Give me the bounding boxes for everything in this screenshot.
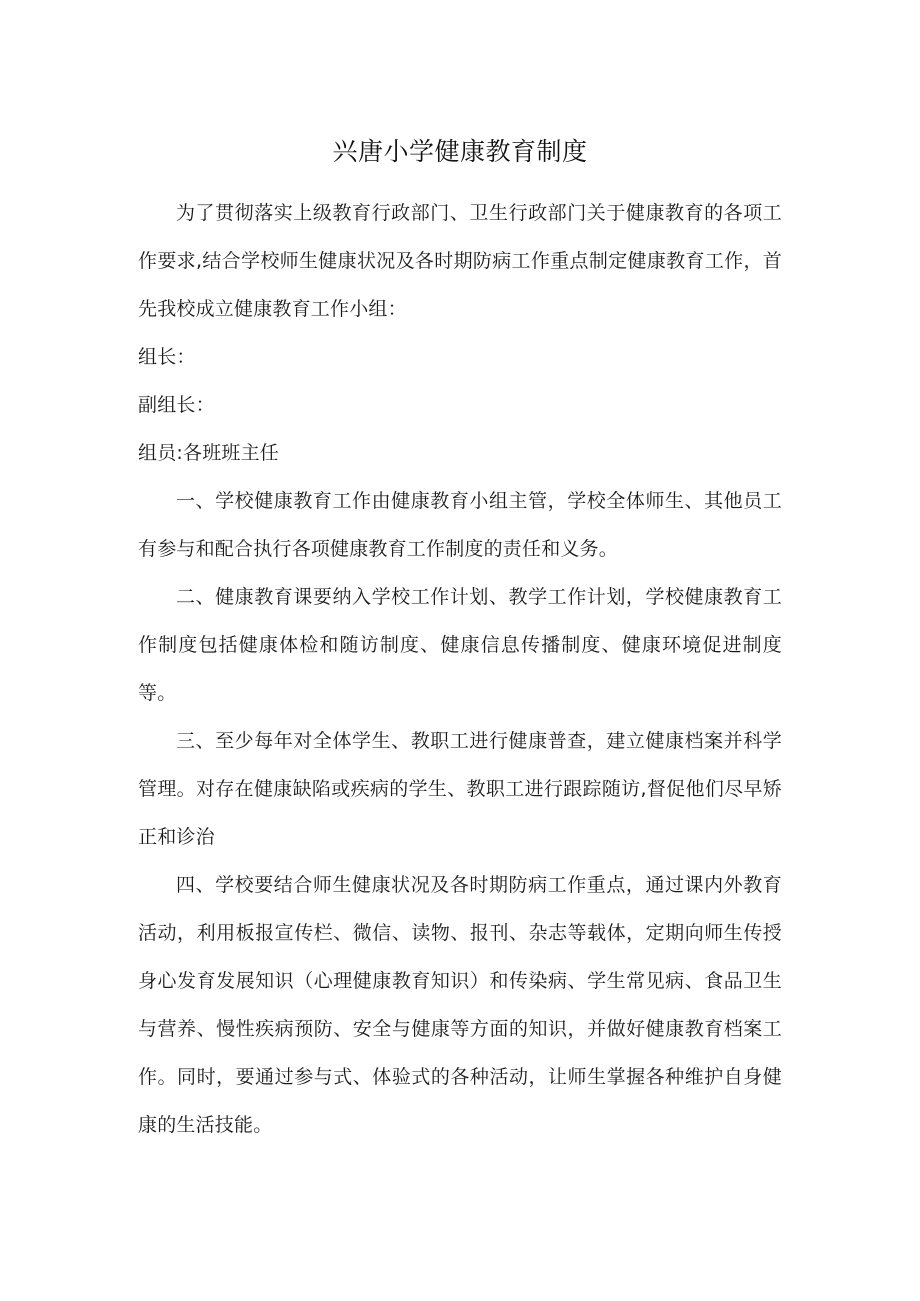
paragraph-item-1: 一、学校健康教育工作由健康教育小组主管，学校全体师生、其他员工有参与和配合执行各项健康教育工作制度的责任和义务。 [138, 490, 782, 560]
paragraph-leader: 组长： [138, 346, 196, 368]
paragraph-item-2: 二、健康教育课要纳入学校工作计划、教学工作计划，学校健康教育工作制度包括健康体检和随访制度、健康信息传播制度、健康环境促进制度等。 [138, 586, 782, 704]
document-title: 兴唐小学健康教育制度 [332, 137, 588, 166]
paragraph-item-3: 三、至少每年对全体学生、教职工进行健康普查，建立健康档案并科学管理。对存在健康缺陷或疾病的学生、教职工进行跟踪随访,督促他们尽早矫正和诊治 [138, 730, 782, 848]
paragraph-intro: 为了贯彻落实上级教育行政部门、卫生行政部门关于健康教育的各项工作要求,结合学校师生健康状况及各时期防病工作重点制定健康教育工作，首先我校成立健康教育工作小组： [138, 202, 782, 320]
paragraph-members: 组员:各班班主任 [138, 442, 280, 464]
document-body [138, 189, 782, 1149]
paragraph-deputy: 副组长： [138, 394, 215, 416]
paragraph-item-4: 四、学校要结合师生健康状况及各时期防病工作重点，通过课内外教育活动，利用板报宣传栏、微信、读物、报刊、杂志等载体，定期向师生传授身心发育发展知识（心理健康教育知识）和传染病、学生常见病、食品卫生与营养、慢性疾病预防、安全与健康等方面的知识，并做好健康教育档案工作。同时，要通过参与式、体验式的各种活动，让师生掌握各种维护自身健康的生活技能。 [138, 874, 782, 1136]
